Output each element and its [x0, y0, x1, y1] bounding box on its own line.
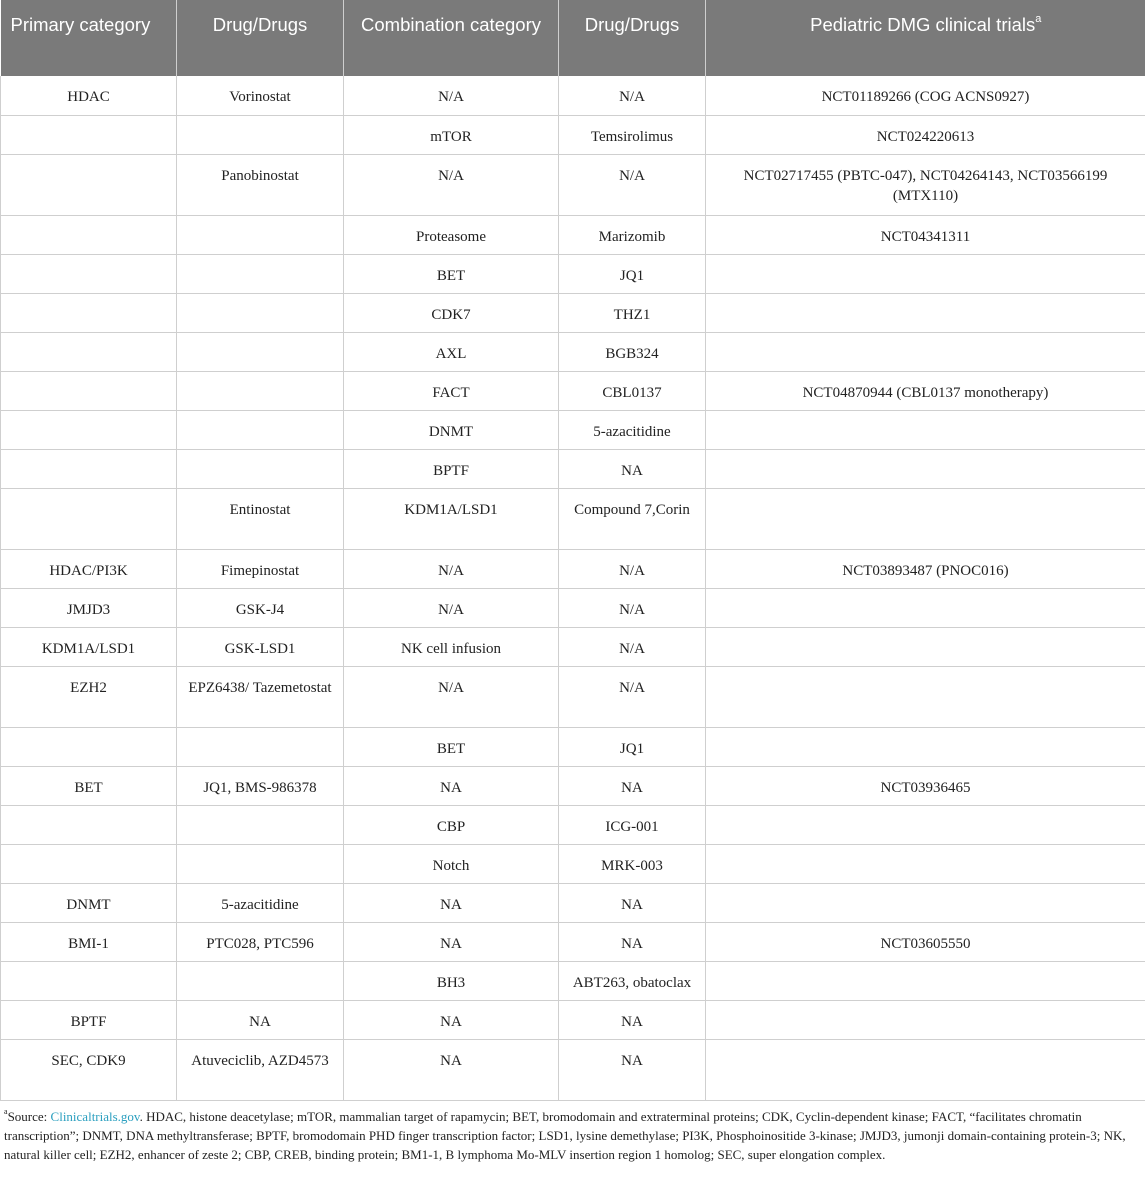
- combination-category-cell: BH3: [344, 961, 559, 1000]
- drug-cell: [177, 805, 344, 844]
- drug-cell: [177, 449, 344, 488]
- clinical-trials-cell: [706, 1039, 1145, 1100]
- clinical-trials-cell: NCT03605550: [706, 922, 1145, 961]
- combination-category-cell: NA: [344, 1039, 559, 1100]
- combination-category-cell: AXL: [344, 332, 559, 371]
- combination-drug-cell: ABT263, obatoclax: [559, 961, 706, 1000]
- table-row: [1, 961, 1145, 1000]
- clinical-trials-cell: NCT04341311: [706, 215, 1145, 254]
- clinical-trials-cell: [706, 844, 1145, 883]
- table-row: [1, 844, 1145, 883]
- combination-drug-cell: N/A: [559, 549, 706, 588]
- primary-category-cell: [1, 332, 177, 371]
- primary-category-cell: [1, 115, 177, 154]
- combination-drug-cell: JQ1: [559, 254, 706, 293]
- combination-category-cell: N/A: [344, 588, 559, 627]
- combination-category-cell: CDK7: [344, 293, 559, 332]
- drug-cell: GSK-LSD1: [177, 627, 344, 666]
- drug-cell: [177, 115, 344, 154]
- combination-category-cell: NA: [344, 883, 559, 922]
- table-row: [1, 371, 1145, 410]
- clinical-trials-cell: [706, 588, 1145, 627]
- combination-drug-cell: NA: [559, 922, 706, 961]
- drug-cell: [177, 961, 344, 1000]
- combination-category-cell: NA: [344, 766, 559, 805]
- combination-category-cell: KDM1A/LSD1: [344, 488, 559, 549]
- clinicaltrials-link[interactable]: Clinicaltrials.gov: [50, 1108, 140, 1124]
- primary-category-cell: BMI-1: [1, 922, 177, 961]
- combination-drug-cell: JQ1: [559, 727, 706, 766]
- drug-cell: [177, 215, 344, 254]
- combination-category-cell: Notch: [344, 844, 559, 883]
- clinical-trials-cell: NCT024220613: [706, 115, 1145, 154]
- table-row: [1, 922, 1145, 961]
- table-row: [1, 883, 1145, 922]
- footnote-prefix: Source:: [7, 1108, 51, 1124]
- primary-category-cell: [1, 961, 177, 1000]
- combination-category-cell: BET: [344, 254, 559, 293]
- table-row: [1, 488, 1145, 549]
- header-clinical-trials-label: Pediatric DMG clinical trials: [810, 14, 1036, 35]
- table-row: [1, 410, 1145, 449]
- drug-cell: [177, 371, 344, 410]
- table-row: [1, 254, 1145, 293]
- primary-category-cell: [1, 293, 177, 332]
- drug-cell: [177, 254, 344, 293]
- table-row: [1, 588, 1145, 627]
- primary-category-cell: [1, 154, 177, 215]
- primary-category-cell: [1, 805, 177, 844]
- clinical-trials-cell: [706, 410, 1145, 449]
- clinical-trials-cell: NCT01189266 (COG ACNS0927): [706, 76, 1145, 115]
- drug-cell: [177, 410, 344, 449]
- combination-drug-cell: NA: [559, 766, 706, 805]
- combination-drug-cell: N/A: [559, 154, 706, 215]
- drug-cell: Panobinostat: [177, 154, 344, 215]
- table-row: [1, 1000, 1145, 1039]
- clinical-trials-cell: [706, 627, 1145, 666]
- primary-category-cell: BET: [1, 766, 177, 805]
- clinical-trials-cell: [706, 293, 1145, 332]
- drug-cell: Fimepinostat: [177, 549, 344, 588]
- drug-cell: Vorinostat: [177, 76, 344, 115]
- clinical-trials-cell: NCT02717455 (PBTC-047), NCT04264143, NCT03566199 (MTX110): [706, 154, 1145, 215]
- combination-category-cell: mTOR: [344, 115, 559, 154]
- combination-drug-cell: MRK-003: [559, 844, 706, 883]
- combination-category-cell: Proteasome: [344, 215, 559, 254]
- primary-category-cell: [1, 254, 177, 293]
- combination-category-cell: BPTF: [344, 449, 559, 488]
- primary-category-cell: [1, 371, 177, 410]
- clinical-trials-cell: [706, 883, 1145, 922]
- table-row: [1, 549, 1145, 588]
- table-row: [1, 766, 1145, 805]
- table-row: [1, 293, 1145, 332]
- table-row: [1, 805, 1145, 844]
- combination-drug-cell: THZ1: [559, 293, 706, 332]
- clinical-trials-cell: [706, 727, 1145, 766]
- combination-category-cell: DNMT: [344, 410, 559, 449]
- drug-cell: NA: [177, 1000, 344, 1039]
- combination-category-cell: N/A: [344, 666, 559, 727]
- drug-cell: PTC028, PTC596: [177, 922, 344, 961]
- combination-drug-cell: CBL0137: [559, 371, 706, 410]
- clinical-trials-cell: [706, 449, 1145, 488]
- table-row: [1, 332, 1145, 371]
- table-row: [1, 115, 1145, 154]
- footnote-marker: a: [1035, 12, 1042, 25]
- combination-category-cell: FACT: [344, 371, 559, 410]
- table-row: [1, 76, 1145, 115]
- header-clinical-trials: [706, 0, 1145, 76]
- primary-category-cell: DNMT: [1, 883, 177, 922]
- footnote-text: . HDAC, histone deacetylase; mTOR, mammalian target of rapamycin; BET, bromodomain and extraterminal proteins; CDK, Cyclin-dependent kinase; FACT, “facilitates chromatin transcription”; DNMT, DNA methyltransferase; BPTF, bromodomain PHD finger transcription factor; LSD1, lysine demethylase; PI3K, Phosphoinositide 3-kinase; JMJD3, jumonji domain-containing protein-3; NK, natural killer cell; EZH2, enhancer of zeste 2; CBP, CREB, binding protein; BM1-1, B lymphoma Mo-MLV insertion region 1 homolog; SEC, super elongation complex.: [4, 1108, 1126, 1162]
- primary-category-cell: JMJD3: [1, 588, 177, 627]
- primary-category-cell: [1, 844, 177, 883]
- combination-category-cell: NA: [344, 1000, 559, 1039]
- table-body: [1, 76, 1145, 1100]
- drug-cell: [177, 293, 344, 332]
- combination-drug-cell: NA: [559, 1000, 706, 1039]
- drug-cell: GSK-J4: [177, 588, 344, 627]
- header-combination-drug: Drug/Drugs: [559, 0, 706, 76]
- combination-category-cell: NK cell infusion: [344, 627, 559, 666]
- primary-category-cell: EZH2: [1, 666, 177, 727]
- primary-category-cell: [1, 410, 177, 449]
- table-row: [1, 1039, 1145, 1100]
- table-row: [1, 627, 1145, 666]
- combination-category-cell: NA: [344, 922, 559, 961]
- clinical-trials-cell: [706, 254, 1145, 293]
- combination-category-cell: BET: [344, 727, 559, 766]
- combination-drug-cell: N/A: [559, 666, 706, 727]
- clinical-trials-cell: NCT04870944 (CBL0137 monotherapy): [706, 371, 1145, 410]
- clinical-trials-cell: [706, 666, 1145, 727]
- header-primary-category: Primary category: [1, 0, 177, 76]
- combination-drug-cell: ICG-001: [559, 805, 706, 844]
- clinical-trials-cell: [706, 1000, 1145, 1039]
- clinical-trials-cell: NCT03893487 (PNOC016): [706, 549, 1145, 588]
- header-combination-category: Combination category: [344, 0, 559, 76]
- combination-drug-cell: N/A: [559, 76, 706, 115]
- clinical-trials-cell: NCT03936465: [706, 766, 1145, 805]
- drug-cell: [177, 727, 344, 766]
- primary-category-cell: BPTF: [1, 1000, 177, 1039]
- clinical-trials-cell: [706, 332, 1145, 371]
- combination-drug-cell: NA: [559, 883, 706, 922]
- drug-cell: Entinostat: [177, 488, 344, 549]
- combination-drug-cell: BGB324: [559, 332, 706, 371]
- drug-cell: Atuveciclib, AZD4573: [177, 1039, 344, 1100]
- table-row: [1, 154, 1145, 215]
- drug-cell: [177, 332, 344, 371]
- combination-drug-cell: Compound 7,Corin: [559, 488, 706, 549]
- combination-drug-cell: Temsirolimus: [559, 115, 706, 154]
- combination-category-cell: N/A: [344, 76, 559, 115]
- combination-drug-cell: N/A: [559, 627, 706, 666]
- primary-category-cell: KDM1A/LSD1: [1, 627, 177, 666]
- drug-cell: 5-azacitidine: [177, 883, 344, 922]
- combination-category-cell: N/A: [344, 549, 559, 588]
- header-row: [1, 0, 1145, 76]
- combination-drug-cell: N/A: [559, 588, 706, 627]
- combination-drug-cell: 5-azacitidine: [559, 410, 706, 449]
- primary-category-cell: HDAC: [1, 76, 177, 115]
- combination-drug-cell: Marizomib: [559, 215, 706, 254]
- combination-drug-cell: NA: [559, 449, 706, 488]
- drug-cell: JQ1, BMS-986378: [177, 766, 344, 805]
- primary-category-cell: [1, 215, 177, 254]
- table-row: [1, 215, 1145, 254]
- primary-category-cell: [1, 727, 177, 766]
- table-row: [1, 727, 1145, 766]
- primary-category-cell: [1, 449, 177, 488]
- primary-category-cell: SEC, CDK9: [1, 1039, 177, 1100]
- drug-cell: EPZ6438/ Tazemetostat: [177, 666, 344, 727]
- footnote-marker-ref: a: [4, 1107, 8, 1117]
- combination-category-cell: N/A: [344, 154, 559, 215]
- combination-category-cell: CBP: [344, 805, 559, 844]
- table-row: [1, 666, 1145, 727]
- drug-cell: [177, 844, 344, 883]
- primary-category-cell: HDAC/PI3K: [1, 549, 177, 588]
- table-footnote: [0, 1101, 1145, 1164]
- combination-drug-cell: NA: [559, 1039, 706, 1100]
- clinical-trials-cell: [706, 488, 1145, 549]
- header-drug: Drug/Drugs: [177, 0, 344, 76]
- clinical-trials-cell: [706, 961, 1145, 1000]
- primary-category-cell: [1, 488, 177, 549]
- table-row: [1, 449, 1145, 488]
- clinical-trials-cell: [706, 805, 1145, 844]
